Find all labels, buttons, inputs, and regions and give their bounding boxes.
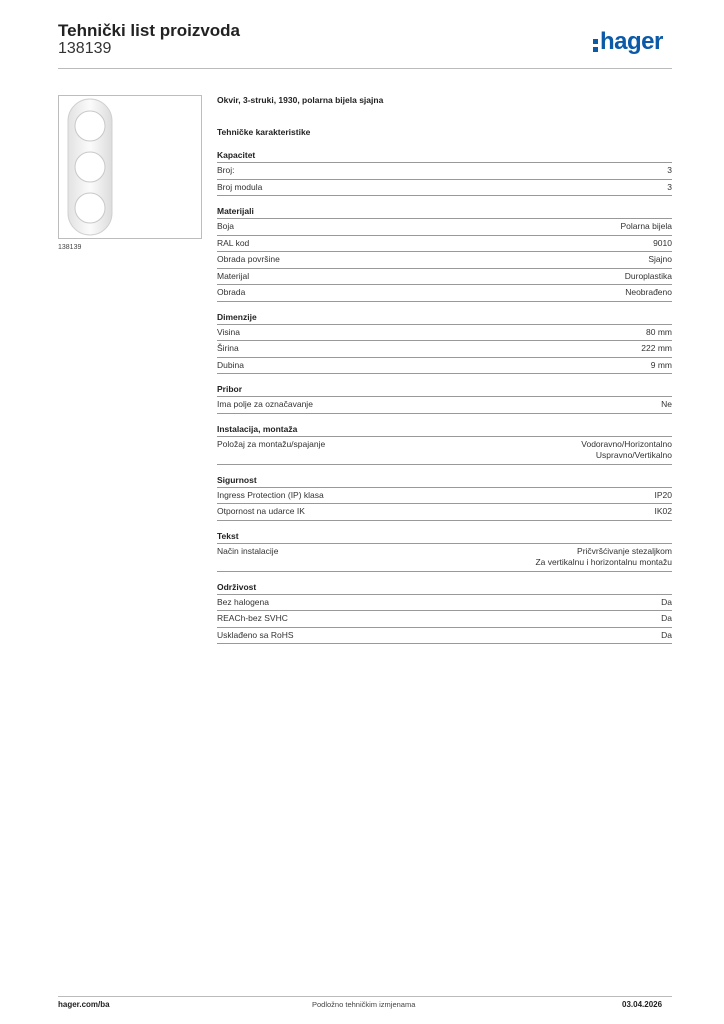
spec-value: Da — [661, 613, 672, 623]
product-code: 138139 — [58, 40, 112, 57]
spec-value: Da — [661, 629, 672, 640]
spec-label: RAL kod — [217, 237, 250, 248]
group-title: Sigurnost — [217, 475, 672, 488]
section-title: Tehničke karakteristike — [217, 127, 311, 137]
spec-row — [217, 488, 672, 505]
spec-value: Sjajno — [648, 254, 672, 264]
group-pribor — [217, 384, 672, 414]
frame-3-gang-icon — [59, 96, 201, 238]
spec-label: Širina — [217, 343, 239, 353]
product-name: Okvir, 3-struki, 1930, polarna bijela sjajna — [217, 95, 384, 105]
spec-value-line: Pričvršćivanje stezaljkom — [577, 545, 672, 556]
spec-row — [217, 358, 672, 375]
spec-value: 9010 — [653, 237, 672, 248]
group-title: Materijali — [217, 206, 672, 219]
product-image — [58, 95, 202, 239]
spec-value: 3 — [667, 165, 672, 175]
group-dimenzije — [217, 312, 672, 375]
spec-value-line: Uspravno/Vertikalno — [595, 450, 672, 460]
spec-label: Visina — [217, 326, 240, 337]
spec-label: Dubina — [217, 359, 244, 370]
footer-date: 03.04.2026 — [622, 1000, 663, 1009]
group-instalacija — [217, 424, 672, 465]
spec-value: Da — [661, 596, 672, 607]
footer-website-link[interactable]: hager.com/ba — [58, 1000, 110, 1009]
group-title: Pribor — [217, 384, 672, 397]
spec-value: Polarna bijela — [620, 221, 672, 231]
spec-row — [217, 325, 672, 342]
footer-divider — [58, 996, 672, 997]
group-materijali — [217, 206, 672, 302]
header-divider — [58, 68, 672, 69]
spec-label: Broj modula — [217, 181, 263, 192]
spec-value — [535, 546, 672, 569]
spec-value: 9 mm — [650, 359, 672, 370]
spec-row — [217, 504, 672, 521]
spec-label: Ima polje za označavanje — [217, 399, 313, 409]
spec-row — [217, 252, 672, 269]
spec-label: Broj: — [217, 165, 235, 175]
spec-row — [217, 219, 672, 236]
spec-value: Neobrađeno — [625, 287, 672, 297]
page-title: Tehnički list proizvoda — [58, 21, 240, 40]
spec-row — [217, 341, 672, 358]
spec-row — [217, 544, 672, 572]
hager-logo[interactable] — [593, 29, 663, 55]
spec-value-line: Vodoravno/Horizontalno — [581, 438, 672, 449]
spec-value: IK02 — [654, 506, 672, 516]
spec-value: Duroplastika — [624, 270, 672, 281]
logo-text: hager — [600, 28, 663, 55]
spec-label: Boja — [217, 221, 235, 231]
group-kapacitet — [217, 150, 672, 196]
spec-value: IP20 — [654, 489, 672, 500]
spec-content — [217, 95, 672, 654]
spec-label: Usklađeno sa RoHS — [217, 629, 294, 640]
group-title: Održivost — [217, 582, 672, 595]
group-title: Tekst — [217, 531, 672, 544]
group-title: Instalacija, montaža — [217, 424, 672, 437]
spec-label: Način instalacije — [217, 545, 279, 556]
spec-label: Položaj za montažu/spajanje — [217, 438, 326, 449]
spec-label: Obrada — [217, 287, 246, 297]
spec-row — [217, 269, 672, 286]
spec-row — [217, 236, 672, 253]
spec-row — [217, 397, 672, 414]
spec-row — [217, 595, 672, 612]
group-title: Kapacitet — [217, 150, 672, 163]
group-tekst — [217, 531, 672, 572]
spec-label: REACh-bez SVHC — [217, 613, 288, 623]
spec-value: 222 mm — [641, 343, 672, 353]
spec-row — [217, 285, 672, 302]
group-sigurnost — [217, 475, 672, 521]
logo-dots-icon — [593, 35, 599, 49]
spec-value: 80 mm — [646, 326, 672, 337]
spec-label: Bez halogena — [217, 596, 269, 607]
group-odrzivost — [217, 582, 672, 645]
spec-row — [217, 628, 672, 645]
spec-value: Ne — [661, 399, 672, 409]
image-caption: 138139 — [58, 244, 82, 251]
spec-label: Materijal — [217, 270, 250, 281]
spec-row — [217, 437, 672, 465]
spec-value-line: Za vertikalnu i horizontalnu montažu — [535, 557, 672, 567]
spec-row — [217, 180, 672, 197]
spec-value: 3 — [667, 181, 672, 192]
spec-label: Ingress Protection (IP) klasa — [217, 489, 324, 500]
footer-disclaimer: Podložno tehničkim izmjenama — [312, 1000, 416, 1009]
spec-label: Otpornost na udarce IK — [217, 506, 305, 516]
group-title: Dimenzije — [217, 312, 672, 325]
spec-row — [217, 163, 672, 180]
spec-value — [581, 439, 672, 462]
spec-row — [217, 611, 672, 628]
spec-label: Obrada površine — [217, 254, 280, 264]
